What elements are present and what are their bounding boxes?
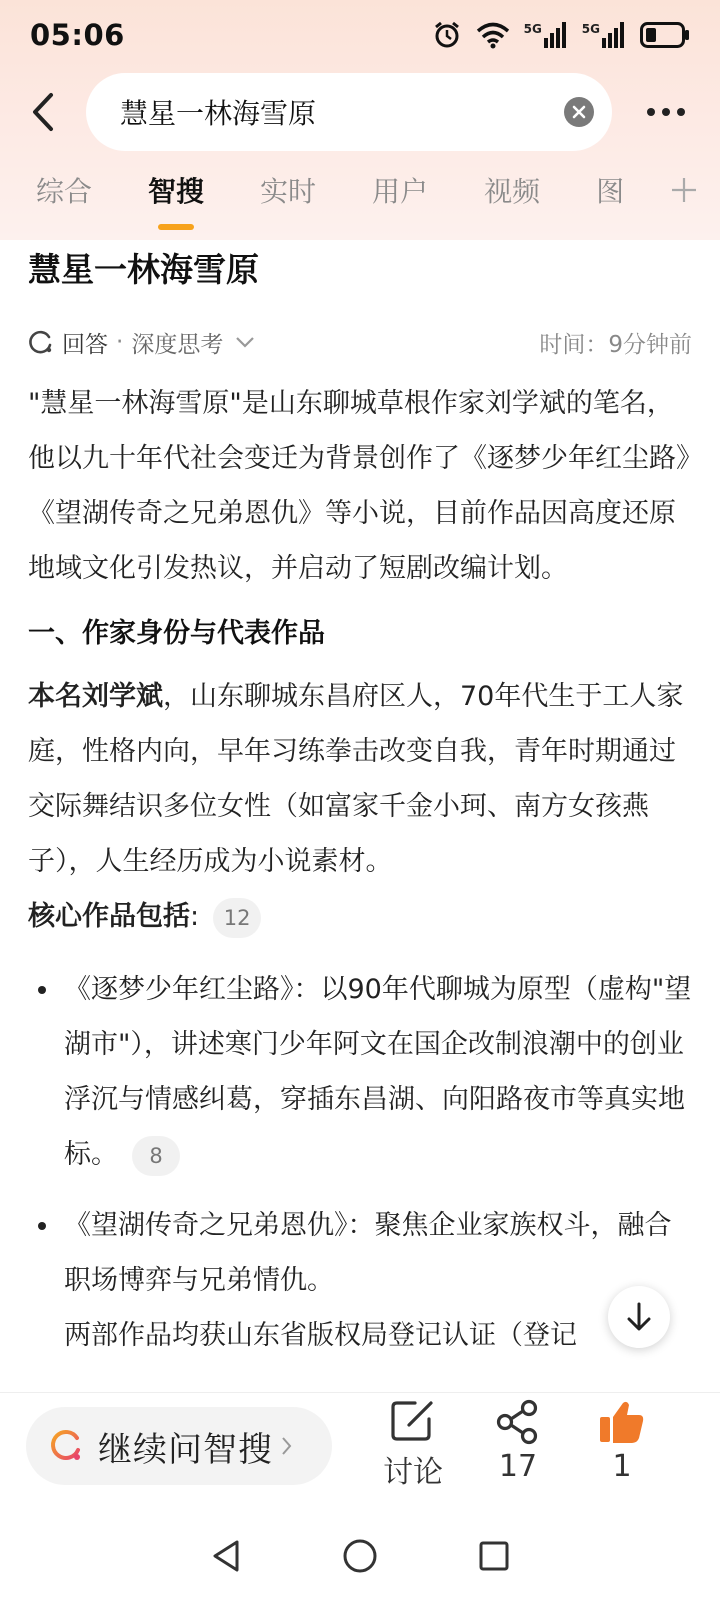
like-count: 1 [612,1449,632,1484]
page-title: 慧星一林海雪原 [28,250,259,289]
battery-icon [640,22,690,48]
arrow-down-icon [626,1302,652,1332]
bio-paragraph [28,669,692,889]
clear-search-button[interactable] [564,97,594,127]
thumbs-up-icon [597,1399,647,1445]
status-icons [432,20,690,50]
works-heading-line [28,889,692,944]
status-bar [0,0,720,70]
more-dot [647,108,655,116]
intro-paragraph: "慧星一林海雪原"是山东聊城草根作家刘学斌的笔名，他以九十年代社会变迁为背景创作了《逐梦少年红尘路》《望湖传奇之兄弟恩仇》等小说，目前作品因高度还原地域文化引发热议，并启动了短剧改编计划。 [28,388,690,584]
close-icon [572,105,586,119]
chevron-right-icon [281,1435,293,1457]
answer-meta [28,322,692,362]
tab-智搜[interactable] [148,160,204,220]
add-tab-button[interactable] [670,176,698,208]
answer-timestamp: 时间：9分钟前 [539,331,692,358]
tab-label: 实时 [260,175,317,208]
continue-ask-button[interactable] [26,1407,332,1485]
citation-badge[interactable]: 12 [213,898,261,938]
list-item [28,1198,692,1308]
back-button[interactable] [0,72,86,152]
active-tab-indicator [158,224,194,230]
continue-ask-label: 继续问智搜 [98,1429,273,1470]
tab-综合[interactable] [36,160,92,220]
work-text: 《望湖传奇之兄弟恩仇》：聚焦企业家族权斗，融合职场博弈与兄弟情仇。 [64,1210,672,1296]
nav-home-icon[interactable] [342,1538,378,1574]
ai-search-icon [48,1428,84,1464]
search-input[interactable]: 慧星一林海雪原 [120,97,317,130]
more-dot [662,108,670,116]
signal-icon [524,22,568,48]
thinking-mode-label: 深度思考 [131,331,224,358]
tab-label: 视频 [484,175,541,208]
tab-label: 智搜 [148,175,205,208]
edit-icon [389,1399,437,1443]
tab-视频[interactable] [484,160,540,220]
tab-图[interactable] [596,160,624,220]
answer-content [28,240,692,1363]
bottom-action-bar [0,1392,720,1500]
more-dot [677,108,685,116]
works-colon: : [190,901,200,932]
refresh-search-icon [28,329,54,355]
tab-label: 图 [596,175,625,208]
share-count: 17 [498,1449,538,1484]
search-row [0,72,720,152]
search-tabs [0,160,720,236]
section-heading: 一、作家身份与代表作品 [28,618,325,649]
works-list [28,962,692,1308]
wifi-icon [476,21,510,49]
meta-separator: · [116,329,124,355]
citation-badge[interactable]: 8 [132,1136,180,1176]
works-heading: 核心作品包括 [28,901,190,932]
tab-用户[interactable] [372,160,428,220]
signal-label-2: 5G [581,22,600,36]
like-button[interactable] [577,1399,667,1499]
chevron-down-icon [235,335,255,349]
signal-label: 5G [523,22,542,36]
answer-label: 回答 [62,331,108,358]
status-time: 05:06 [30,18,125,52]
tab-label: 用户 [372,175,429,208]
tab-实时[interactable] [260,160,316,220]
discuss-button[interactable] [368,1399,458,1499]
signal-icon-2 [582,22,626,48]
alarm-icon [432,20,462,50]
system-navigation-bar [0,1500,720,1612]
work-text: 《逐梦少年红尘路》：以90年代聊城为原型（虚构"望湖市"），讲述寒门少年阿文在国企改制浪潮中的创业浮沉与情感纠葛，穿插东昌湖、向阳路夜市等真实地标。 [64,974,692,1170]
nav-recents-icon[interactable] [478,1540,510,1572]
nav-back-icon[interactable] [210,1538,242,1574]
search-box[interactable] [86,73,612,151]
answer-mode-selector[interactable] [28,326,255,359]
share-button[interactable] [473,1399,563,1499]
list-item [28,962,692,1182]
chevron-left-icon [29,91,57,133]
scroll-down-button[interactable] [608,1286,670,1348]
trailing-paragraph: 两部作品均获山东省版权局登记认证（登记 [64,1320,577,1351]
discuss-label: 讨论 [383,1455,443,1490]
tab-label: 综合 [36,175,93,208]
bio-text: ，山东聊城东昌府区人，70年代生于工人家庭，性格内向，早年习练拳击改变自我，青年时期通过交际舞结识多位女性（如富家千金小珂、南方女孩燕子），人生经历成为小说素材。 [28,681,684,877]
bio-name: 本名刘学斌 [28,681,163,712]
more-options-button[interactable] [612,72,720,152]
plus-icon [670,176,698,204]
share-icon [493,1399,543,1445]
